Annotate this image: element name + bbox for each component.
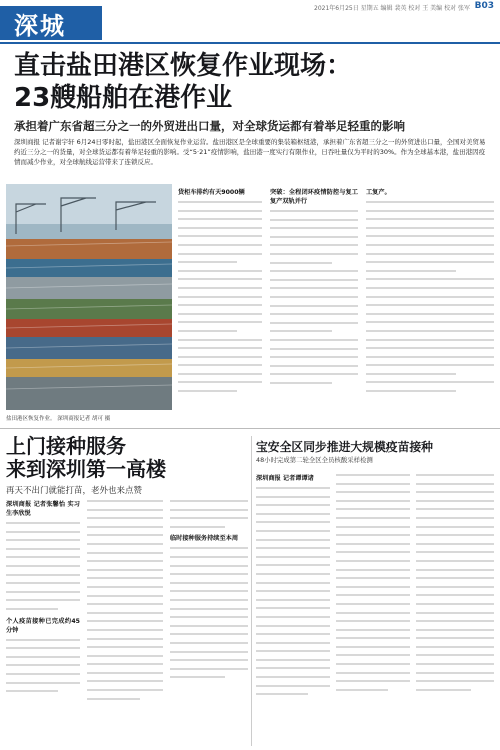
port-photo bbox=[6, 184, 172, 410]
section-heading: 临时接种服务持续至本周 bbox=[170, 535, 239, 543]
article-column bbox=[270, 188, 358, 390]
article-column bbox=[416, 474, 494, 697]
section-tag: 深城 bbox=[0, 6, 102, 40]
article-column bbox=[170, 500, 248, 685]
article-column bbox=[256, 474, 330, 702]
article-column bbox=[87, 500, 163, 706]
header-rule bbox=[0, 42, 500, 44]
article-column bbox=[366, 188, 494, 399]
baoan-story-subtitle: 48小时完成第二轮全区全员核酸采样检测 bbox=[256, 456, 373, 464]
column-heading: 突破：全程闭环疫情防控与复工复产双轨并行 bbox=[270, 189, 358, 205]
column-heading: 工复产。 bbox=[366, 189, 391, 196]
article-column bbox=[336, 474, 410, 697]
column-divider bbox=[251, 436, 252, 746]
vaccine-story-subtitle: 再天不出门就能打苗，老外也来点赞 bbox=[6, 486, 143, 496]
byline: 深圳商报 记者谭谭诸 bbox=[256, 475, 314, 482]
article-column bbox=[178, 188, 262, 399]
vaccine-headline-line2: 来到深圳第一高楼 bbox=[6, 457, 166, 481]
main-lede: 深圳商报 记者谢宇轩 6月24日零时起，盐田港区全面恢复作业运营。盐田港区是全球重要的集装箱枢纽港，承担着广东省超三分之一的外贸进出口量，全国对美贸易约近三分之一的货量，对全球货运都有着举足轻重的影响。受“5·21”疫情影响，盐田港一度实行有限作业，日吞吐量仅为平时的30%。作为全球基本港，盐田港因疫情而减少作业，对全球航线运营带来了连锁反应。 bbox=[14, 138, 486, 166]
vaccine-story-headline bbox=[6, 435, 246, 481]
main-headline bbox=[14, 50, 490, 114]
main-headline-line1: 直击盐田港区恢复作业现场： bbox=[14, 51, 353, 81]
section-heading: 个人疫苗接种已完成约45分钟 bbox=[6, 617, 80, 634]
page-number: B03 bbox=[474, 1, 494, 11]
article-column bbox=[6, 500, 80, 699]
photo-caption: 盐田港区恢复作业。 深圳商报记者 胡可 摄 bbox=[6, 416, 111, 422]
issue-info: 2021年6月25日 星期五 编辑 裴英 校对 王 美编 校对 张军 bbox=[314, 5, 470, 12]
main-headline-line2: 23艘船舶在港作业 bbox=[14, 83, 233, 113]
section-divider bbox=[0, 428, 500, 429]
column-heading: 货柜车排约有天9000辆 bbox=[178, 189, 245, 196]
vaccine-headline-line1: 上门接种服务 bbox=[6, 434, 126, 458]
byline: 深圳商报 记者张馨怡 实习生李欣悦 bbox=[6, 501, 80, 517]
main-subtitle: 承担着广东省超三分之一的外贸进出口量，对全球货运都有着举足轻重的影响 bbox=[14, 119, 405, 133]
baoan-story-headline: 宝安全区同步推进大规模疫苗接种 bbox=[256, 440, 433, 454]
